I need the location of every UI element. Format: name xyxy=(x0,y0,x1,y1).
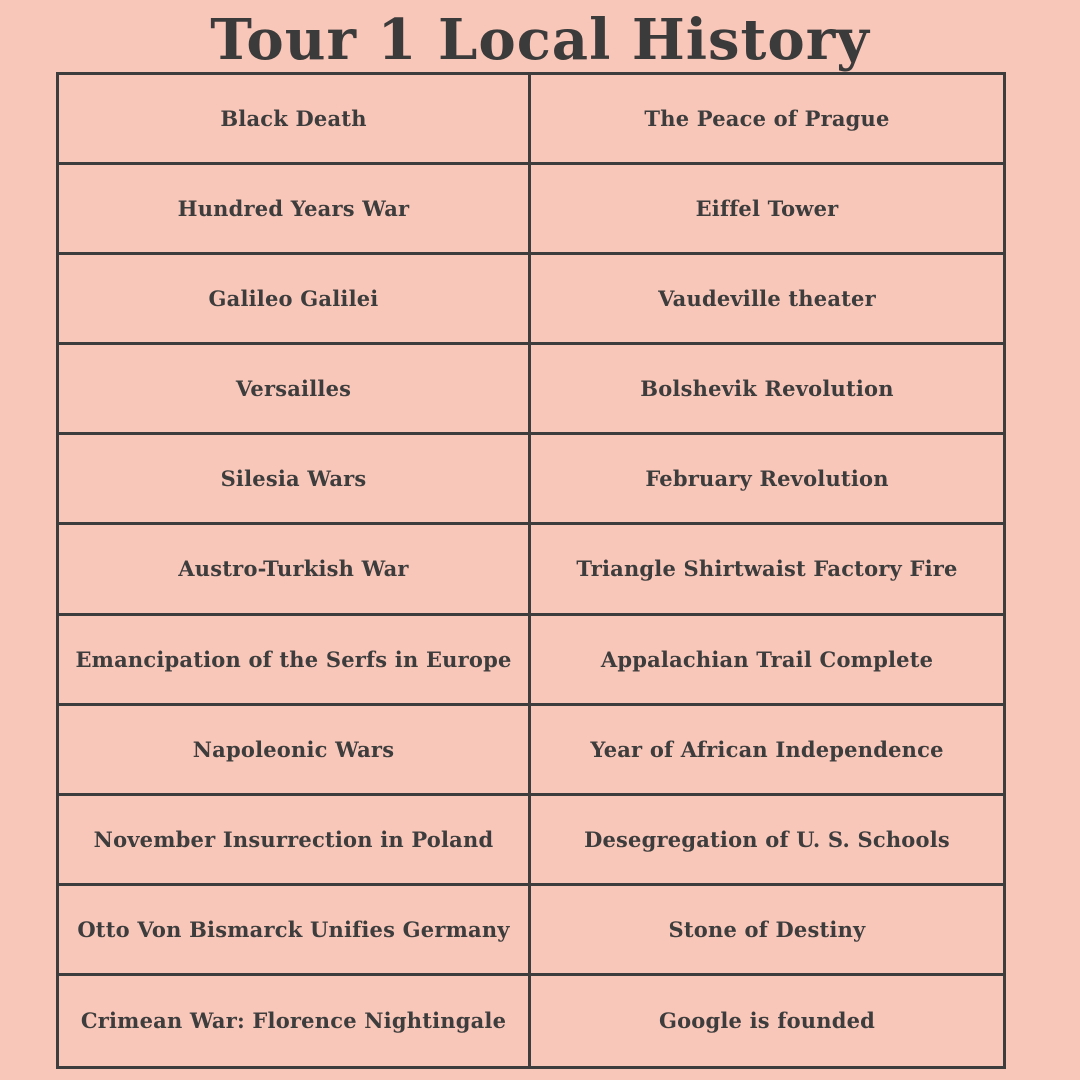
table-cell: Crimean War: Florence Nightingale xyxy=(59,976,531,1066)
table-cell: Triangle Shirtwaist Factory Fire xyxy=(531,525,1003,615)
table-cell: Hundred Years War xyxy=(59,165,531,255)
table-cell: Google is founded xyxy=(658,1008,876,1034)
table-cell: Silesia Wars xyxy=(59,435,531,525)
table-cell: Vaudeville theater xyxy=(531,255,1003,345)
history-table xyxy=(56,72,1006,1069)
table-cell: November Insurrection in Poland xyxy=(59,796,531,886)
table-cell: Bolshevik Revolution xyxy=(531,345,1003,435)
table-cell: Austro-Turkish War xyxy=(59,525,531,615)
table-cell: February Revolution xyxy=(531,435,1003,525)
table-cell: Emancipation of the Serfs in Europe xyxy=(59,616,531,706)
table-cell: Eiffel Tower xyxy=(531,165,1003,255)
page-title: Tour 1 Local History xyxy=(210,7,870,73)
table-cell: Desegregation of U. S. Schools xyxy=(531,796,1003,886)
table-cell: The Peace of Prague xyxy=(531,75,1003,165)
table-cell: Napoleonic Wars xyxy=(59,706,531,796)
table-cell: Black Death xyxy=(59,75,531,165)
table-cell: Appalachian Trail Complete xyxy=(531,616,1003,706)
table-cell: Versailles xyxy=(59,345,531,435)
table-cell: Year of African Independence xyxy=(531,706,1003,796)
table-cell: Stone of Destiny xyxy=(531,886,1003,976)
table-cell: Galileo Galilei xyxy=(59,255,531,345)
table-cell: Otto Von Bismarck Unifies Germany xyxy=(59,886,531,976)
